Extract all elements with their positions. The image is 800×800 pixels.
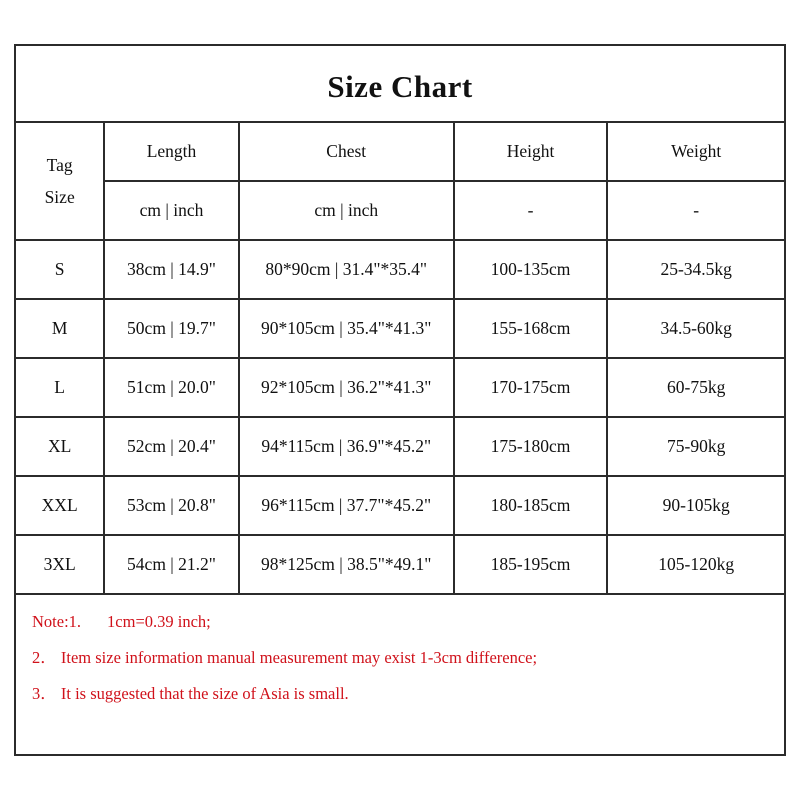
header-height: Height [454, 122, 608, 181]
note-1-label: Note:1. [32, 612, 82, 631]
table-row [16, 535, 784, 594]
cell-length: 51cm | 20.0" [104, 358, 238, 417]
cell-weight: 60-75kg [607, 358, 784, 417]
cell-chest: 80*90cm | 31.4"*35.4" [239, 240, 454, 299]
cell-weight: 75-90kg [607, 417, 784, 476]
note-3: 3． It is suggested that the size of Asia is small. [32, 683, 349, 703]
table-row [16, 417, 784, 476]
cell-height: 155-168cm [454, 299, 608, 358]
cell-tag: M [16, 299, 104, 358]
table-row [16, 299, 784, 358]
subheader-weight-units: - [607, 181, 784, 240]
cell-height: 180-185cm [454, 476, 608, 535]
header-tag-size-line2: Size [44, 187, 75, 207]
cell-weight: 90-105kg [607, 476, 784, 535]
cell-chest: 94*115cm | 36.9"*45.2" [239, 417, 454, 476]
header-chest: Chest [239, 122, 454, 181]
note-1 [32, 613, 784, 632]
cell-tag: XL [16, 417, 104, 476]
table-subheader-row [16, 181, 784, 240]
cell-length: 38cm | 14.9" [104, 240, 238, 299]
subheader-length-units: cm | inch [104, 181, 238, 240]
cell-chest: 96*115cm | 37.7"*45.2" [239, 476, 454, 535]
cell-length: 53cm | 20.8" [104, 476, 238, 535]
note-2: 2． Item size information manual measurement may exist 1-3cm difference; [32, 647, 538, 667]
cell-length: 52cm | 20.4" [104, 417, 238, 476]
header-weight: Weight [607, 122, 784, 181]
cell-height: 175-180cm [454, 417, 608, 476]
table-header-row [16, 122, 784, 181]
header-length: Length [104, 122, 238, 181]
table-row [16, 358, 784, 417]
header-tag-size-line1: Tag [46, 154, 73, 175]
size-chart-table [16, 121, 784, 595]
table-row [16, 476, 784, 535]
cell-weight: 25-34.5kg [607, 240, 784, 299]
table-row [16, 240, 784, 299]
subheader-height-units: - [454, 181, 608, 240]
note-1-text: 1cm=0.39 inch; [107, 612, 211, 631]
cell-length: 54cm | 21.2" [104, 535, 238, 594]
cell-height: 100-135cm [454, 240, 608, 299]
cell-height: 170-175cm [454, 358, 608, 417]
cell-length: 50cm | 19.7" [104, 299, 238, 358]
header-tag-size [16, 122, 104, 240]
subheader-chest-units: cm | inch [239, 181, 454, 240]
size-chart-sheet [14, 44, 786, 756]
cell-tag: XXL [16, 476, 104, 535]
cell-weight: 105-120kg [607, 535, 784, 594]
notes-section [16, 595, 784, 704]
cell-weight: 34.5-60kg [607, 299, 784, 358]
cell-tag: L [16, 358, 104, 417]
cell-chest: 92*105cm | 36.2"*41.3" [239, 358, 454, 417]
page-title: Size Chart [327, 69, 473, 104]
cell-height: 185-195cm [454, 535, 608, 594]
cell-tag: 3XL [16, 535, 104, 594]
cell-chest: 98*125cm | 38.5"*49.1" [239, 535, 454, 594]
cell-chest: 90*105cm | 35.4"*41.3" [239, 299, 454, 358]
cell-tag: S [16, 240, 104, 299]
